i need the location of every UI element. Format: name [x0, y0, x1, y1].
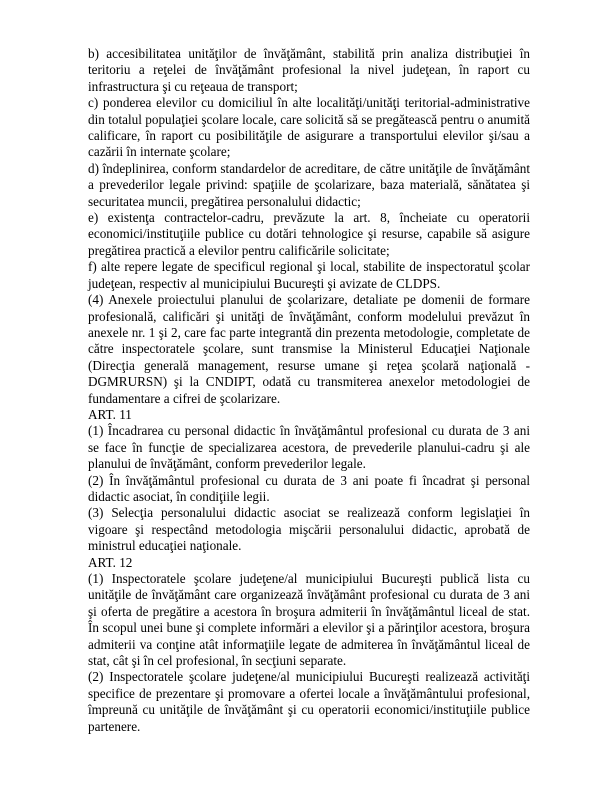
article-12-paragraph-2: (2) Inspectoratele şcolare judeţene/al municipiului Bucureşti realizează activităţi specifice de prezentare şi promovare a ofertei locale a învăţământului profesional, împreună cu unităţile de învăţământ şi cu operatorii economici/instituţiile publice partenere. [88, 669, 530, 734]
paragraph-4: (4) Anexele proiectului planului de şcolarizare, detaliate pe domenii de formare profesională, calificări şi unităţi de învăţământ, conform modelului prevăzut în anexele nr. 1 şi 2, care fac parte integrantă din prezenta metodologie, completate de către inspectoratele şcolare, sunt transmise la Ministerul Educaţiei Naţionale (Direcţia generală management, resurse umane şi reţea şcolară naţională - DGMRURSN) şi la CNDIPT, odată cu transmiterea anexelor metodologiei de fundamentare a cifrei de şcolarizare. [88, 292, 530, 406]
article-11-paragraph-1: (1) Încadrarea cu personal didactic în învăţământul profesional cu durata de 3 ani se face în funcţie de specializarea acestora, de prevederile planului-cadru şi ale planului de învăţământ, conform prevederilor legale. [88, 423, 530, 472]
article-11-paragraph-3: (3) Selecţia personalului didactic asociat se realizează conform legislaţiei în vigoare şi respectând metodologia mişcării personalului didactic, aprobată de ministrul educaţiei naţionale. [88, 505, 530, 554]
document-page [88, 46, 530, 735]
paragraph-b: b) accesibilitatea unităţilor de învăţământ, stabilită prin analiza distribuţiei în teritoriu a reţelei de învăţământ profesional la nivel judeţean, în raport cu infrastructura şi cu reţeaua de transport; [88, 46, 530, 94]
article-11-paragraph-2: (2) În învăţământul profesional cu durata de 3 ani poate fi încadrat şi personal didactic asociat, în condiţiile legii. [88, 472, 530, 504]
article-11-heading: ART. 11 [88, 406, 132, 422]
paragraph-d: d) îndeplinirea, conform standardelor de acreditare, de către unităţile de învăţământ a prevederilor legale privind: spaţiile de şcolarizare, baza materială, sănătatea şi securitatea muncii, pregătirea personalului didactic; [88, 160, 530, 209]
paragraph-c: c) ponderea elevilor cu domiciliul în alte localităţi/unităţi teritorial-administrative din totalul populaţiei şcolare locale, care solicită să se pregătească pentru o anumită calificare, în raport cu posibilităţile de asigurare a transportului elevilor şi/sau a cazării în internate şcolare; [88, 95, 530, 160]
article-12-paragraph-1: (1) Inspectoratele şcolare judeţene/al municipiului Bucureşti publică lista cu unităţile de învăţământ care organizează învăţământ profesional cu durata de 3 ani şi oferta de pregătire a acestora în broşura admiterii în învăţământul liceal de stat. În scopul unei bune şi complete informări a elevilor şi a părinţilor acestora, broşura admiterii va conţine atât informaţiile legate de admiterea în învăţământul liceal de stat, cât şi în cel profesional, în secţiuni separate. [88, 571, 530, 669]
article-12-heading: ART. 12 [88, 554, 133, 570]
paragraph-e: e) existenţa contractelor-cadru, prevăzute la art. 8, încheiate cu operatorii economici/instituţiile publice cu dotări tehnologice şi resurse, capabile să asigure pregătirea practică a elevilor pentru calificările solicitate; [88, 210, 530, 258]
paragraph-f: f) alte repere legate de specificul regional şi local, stabilite de inspectoratul şcolar judeţean, respectiv al municipiului Bucureşti şi avizate de CLDPS. [88, 259, 530, 291]
